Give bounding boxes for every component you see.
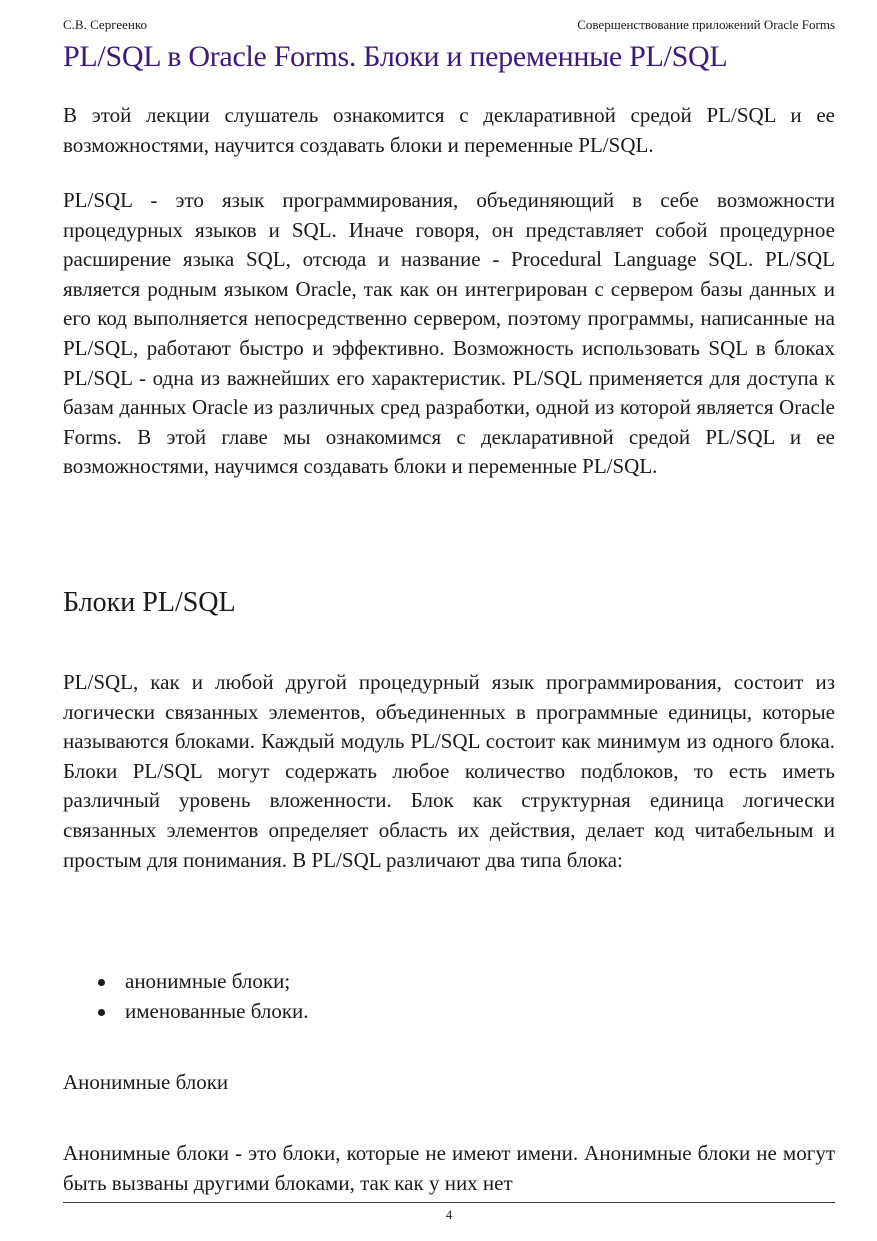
bullet-icon: [98, 979, 105, 986]
header-author: С.В. Сергеенко: [63, 17, 148, 32]
list-item-text: именованные блоки.: [125, 998, 309, 1023]
block-types-list: [63, 967, 835, 1026]
header-course-title: Совершенствование приложений Oracle Forms: [577, 17, 835, 32]
subsection-heading-anonymous: Анонимные блоки: [63, 1070, 229, 1094]
lecture-title: PL/SQL в Oracle Forms. Блоки и переменные PL/SQL: [63, 40, 728, 73]
list-item-text: анонимные блоки;: [125, 969, 291, 993]
intro-paragraph: В этой лекции слушатель ознакомится с декларативной средой PL/SQL и ее возможностями, научится создавать блоки и переменные PL/SQL.: [63, 103, 835, 157]
section-heading-blocks: Блоки PL/SQL: [63, 587, 236, 618]
footer-divider: [63, 1202, 835, 1203]
anonymous-paragraph: Анонимные блоки - это блоки, которые не имеют имени. Анонимные блоки не могут быть вызваны другими блоками, так как у них нет: [63, 1141, 835, 1195]
page-number: 4: [445, 1207, 453, 1222]
list-item: [63, 997, 835, 1027]
overview-paragraph: PL/SQL - это язык программирования, объединяющий в себе возможности процедурных языков и SQL. Иначе говоря, он представляет собой процедурное расширение языка SQL, отсюда и название - Procedural Language SQL. PL/SQL является родным языком Oracle, так как он интегрирован с сервером базы данных и его код выполняется непосредственно сервером, поэтому программы, написанные на PL/SQL, работают быстро и эффективно. Возможность использовать SQL в блоках PL/SQL - одна из важнейших его характеристик. PL/SQL применяется для доступа к базам данных Oracle из различных сред разработки, одной из которой является Oracle Forms. В этой главе мы ознакомимся с декларативной средой PL/SQL и ее возможностями, научимся создавать блоки и переменные PL/SQL.: [63, 188, 835, 479]
list-item: [63, 967, 835, 997]
blocks-paragraph: PL/SQL, как и любой другой процедурный язык программирования, состоит из логически связанных элементов, объединенных в программные единицы, которые называются блоками. Каждый модуль PL/SQL состоит как минимум из одного блока. Блоки PL/SQL могут содержать любое количество подблоков, то есть иметь различный уровень вложенности. Блок как структурная единица логически связанных элементов определяет область их действия, делает код читабельным и простым для понимания. В PL/SQL различают два типа блока:: [63, 670, 835, 872]
bullet-icon: [98, 1009, 105, 1016]
document-page: [63, 0, 835, 1241]
